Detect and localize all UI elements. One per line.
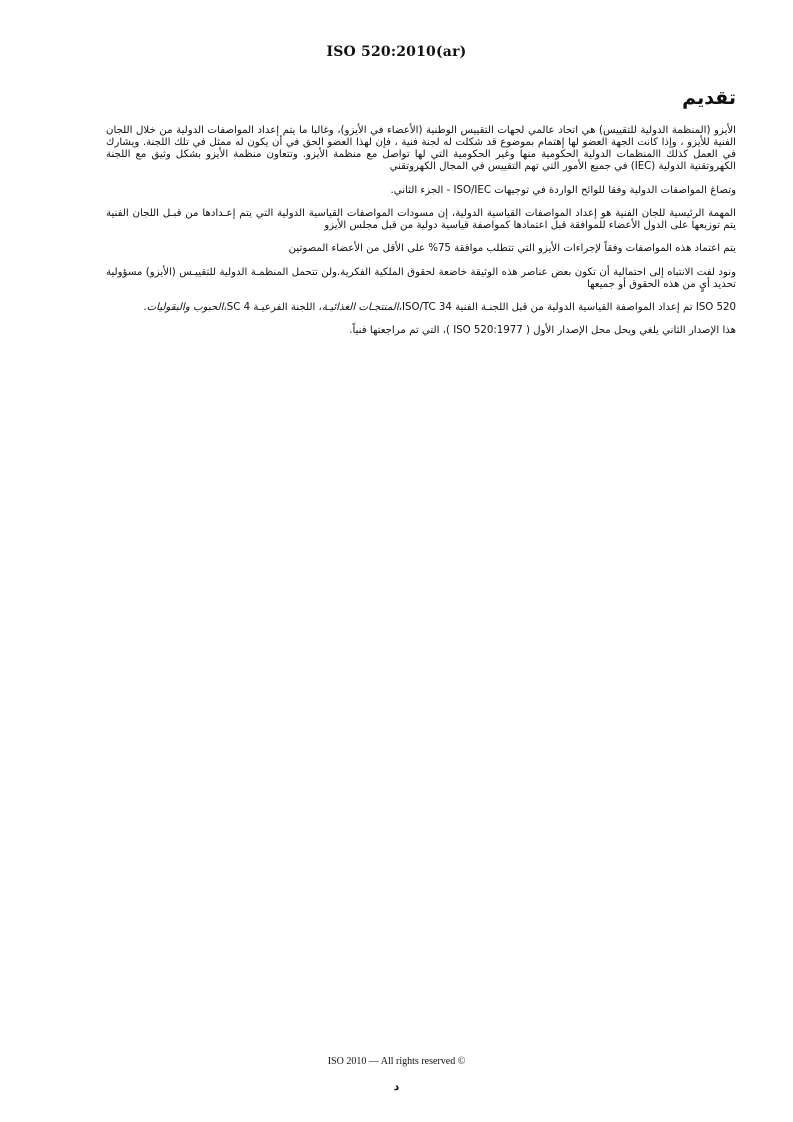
preparation-end: . (143, 302, 147, 314)
paragraph-approval: يتم اعتماد هذه المواصفات وفقاً لإجراءات الأيزو التي تتطلب موافقة 75% على الأقل من الأعضاء المصوتين (288, 243, 736, 255)
paragraph-committee-task: المهمة الرئيسية للجان الفنية هو إعداد المواصفات القياسية الدولية، إن مسودات المواصفات القياسية الدولية التي يتم إعـدادها من قبـل اللجان الفنية يتم توزيعها على الدول الأعضاء للموافقة قبل اعتمادها كمواصفة قياسية دولية من قبل مجلس الأيزو (106, 207, 736, 232)
subcommittee-text: ، اللجنة الفرعيـة SC 4، (223, 302, 322, 314)
paragraph-preparation (106, 302, 736, 314)
foreword-section (106, 86, 736, 349)
subcommittee-title-cereals: الحبوب والبقوليات (146, 302, 224, 314)
committee-title-food-products: المنتجـات الغذائيـة (321, 302, 399, 314)
page-number: د (393, 1080, 400, 1093)
paragraph-patent-notice: ونود لفت الانتباه إلى احتمالية أن تكون بعض عناصر هذه الوثيقة خاضعة لحقوق الملكية الفكرية.ولن تتحمل المنظمـة الدولية للتقييـس (الأيزو) مسؤولية تحديد أيٍ من هذه الحقوق أو جميعها (106, 266, 736, 290)
preparation-text: ISO 520 تم إعداد المواصفة القياسية الدولية من قبل اللجنـة الفنية ISO/TC 34، (398, 302, 736, 314)
copyright-footer: ISO 2010 — All rights reserved © (327, 1056, 466, 1067)
paragraph-edition: هذا الإصدار الثاني يلغي ويحل محل الإصدار الأول ( ISO 520:1977 )، التي تم مراجعتها فنياً. (349, 325, 736, 337)
paragraph-drafting-rules: وتصاغ المواصفات الدولية وفقا للوائح الواردة في توجيهات ISO/IEC - الجزء الثاني. (390, 184, 736, 196)
document-header: ISO 520:2010(ar) (326, 44, 467, 60)
foreword-title: تقديم (682, 87, 736, 109)
paragraph-iso-intro: الأيزو (المنظمة الدولية للتقييس) هي اتحاد عالمي لجهات التقييس الوطنية (الأعضاء في الأيزو)، وغالبا ما يتم إعداد المواصفات الدولية من خلال اللجان الفنية للأيزو ، وإذا كانت الجهة العضو لها إهتمام بموضوع قد شكلت له لجنة فنية ، فإن لهذا العضو الحق في أن يكون له ممثل في تلك اللجنة. ويشارك في العمل كذلك االمنظمات الدولية الحكومية منها وغير الحكومية التي لها تواصل مع منظمة الأيزو. وتتعاون منظمة الأيزو بشكل وثيق مع اللجنة الكهروتقنية الدولية (IEC) في جميع الأمور التي تهم التقييس في المجال الكهروتقني (106, 124, 736, 173)
